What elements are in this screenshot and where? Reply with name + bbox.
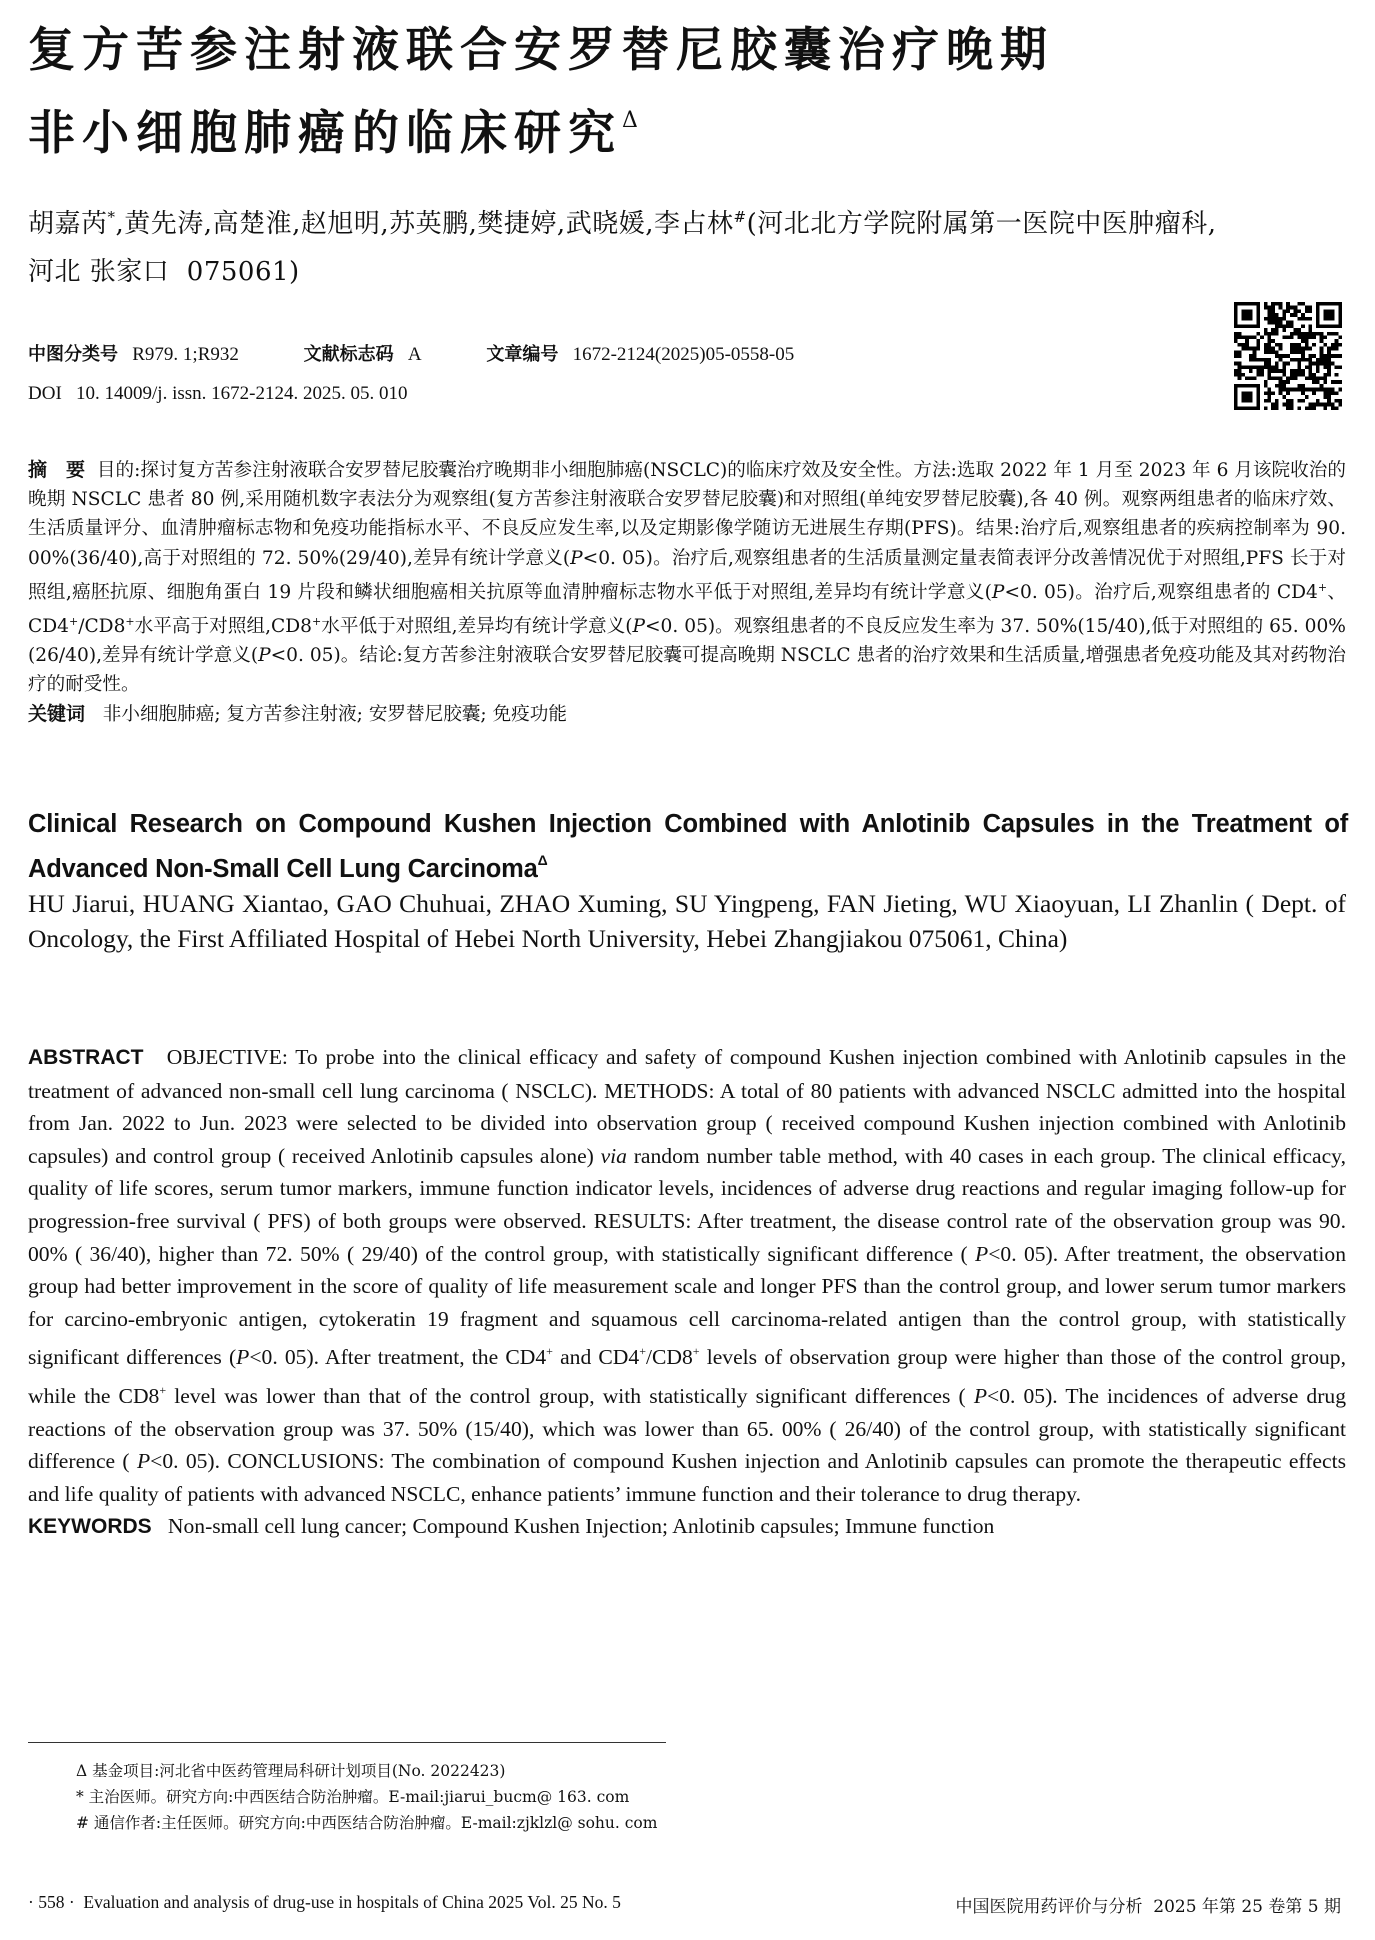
doc-code-label: 文献标志码 <box>303 344 394 365</box>
keywords-cn <box>28 700 1346 729</box>
article-no-label: 文章编号 <box>486 344 559 365</box>
p-symbol: P <box>991 581 1005 603</box>
author-cn: 胡嘉芮 <box>28 209 108 239</box>
abstract-cn-text: <0. 05)。结论:复方苦参注射液联合安罗替尼胶囊可提高晚期 NSCLC 患者的治疗效果和生活质量,增强患者免疫功能及其对药物治疗的耐受性。 <box>28 645 1346 696</box>
abstract-cn-text: /CD8 <box>78 616 126 638</box>
abstract-en-text: OBJECTIVE: To probe into the clinical efficacy and safety of compound Kushen injection combined with Anlotinib capsules in the treatment of advanced non-small cell lung carcinoma ( NSCLC). METHODS: A total of 80 patients with advanced NSCLC admitted into the hospital from Jan. 2022 to Jun. 2023 were selected to be divided into observation group ( received compound Kushen injection combined with Anlotinib capsules) and control group ( received Anlotinib capsules alone) <box>28 1045 1347 1168</box>
abstract-en-text: <0. 05). After treatment, the observation group had better improvement in the score of quality of life measurement scale and longer PFS than the control group, and lower serum tumor markers for carcino-embryonic antigen, cytokeratin 19 fragment and squamous cell carcinoma-related antigen than the control group, with statistically significant differences ( <box>28 1241 1346 1370</box>
authors-cn-line1 <box>28 193 1348 248</box>
abstract-en-text: <0. 05). CONCLUSIONS: The combination of compound Kushen injection and Anlotinib capsules can promote the therapeutic effects and life quality of patients with advanced NSCLC, enhance patients’ immune function and their tolerance to drug therapy. <box>28 1449 1346 1506</box>
author-cn: 苏英鹏 <box>389 209 469 239</box>
keywords-en <box>28 1510 1346 1544</box>
affiliation-cn-line2: 河北 张家口 075061) <box>28 257 300 287</box>
footnote-corresponding-author: # 通信作者:主任医师。研究方向:中西医结合防治肿瘤。E-mail:zjklzl@ sohu. com <box>76 1814 658 1832</box>
page-footer-right: 中国医院用药评价与分析 2025 年第 25 卷第 5 期 <box>955 1897 1341 1917</box>
author-cn: 樊捷婷 <box>477 209 557 239</box>
abstract-cn-label: 摘 要 <box>28 459 86 481</box>
author-mark: # <box>733 208 747 226</box>
author-cn: 武晓媛 <box>565 209 646 239</box>
abstract-cn-text: <0. 05)。治疗后,观察组患者的生活质量测定量表简表评分改善情况优于对照组,PFS 长于对照组,癌胚抗原、细胞角蛋白 19 片段和鳞状细胞癌相关抗原等血清肿瘤标志物水平低于对照组,差异均有统计学意义( <box>28 547 1346 603</box>
doc-code-value: A <box>407 344 422 365</box>
p-symbol: P <box>973 1383 988 1408</box>
separator: , <box>468 209 478 239</box>
footnotes <box>76 1758 657 1836</box>
author-mark: * <box>107 208 116 226</box>
abstract-cn-text: <0. 05)。观察组患者的不良反应发生率为 37. 50%(15/40),低于对照组的 65. 00%(26/40),差异有统计学意义( <box>28 616 1346 667</box>
superscript: + <box>692 1344 700 1359</box>
title-cn-line2-text: 非小细胞肺癌的临床研究 <box>28 106 622 161</box>
separator: , <box>203 209 213 239</box>
italic-via: via <box>600 1143 627 1168</box>
classification-line <box>28 340 794 366</box>
title-en <box>28 806 1348 887</box>
qr-code-icon <box>1232 302 1344 410</box>
author-cn: 赵旭明 <box>300 209 381 239</box>
funding-mark: Δ <box>622 108 638 133</box>
superscript: + <box>311 615 322 629</box>
abstract-en-text: level was lower than that of the control group, with statistically significant differences ( <box>166 1383 974 1408</box>
title-en-text: Clinical Research on Compound Kushen Injection Combined with Anlotinib Capsules in the Treatment of Advanced Non-Small Cell Lung Carcinoma <box>28 810 1348 883</box>
footnote-funding: Δ 基金项目:河北省中医药管理局科研计划项目(No. 2022423) <box>76 1762 506 1780</box>
footnote-divider <box>28 1742 666 1743</box>
qr-finder <box>1323 309 1334 320</box>
keywords-en-text: Non-small cell lung cancer; Compound Kushen Injection; Anlotinib capsules; Immune function <box>167 1514 995 1539</box>
page-footer-left: · 558 · Evaluation and analysis of drug-use in hospitals of China 2025 Vol. 25 No. 5 <box>28 1892 621 1912</box>
abstract-cn-text: 水平低于对照组,差异均有统计学意义( <box>321 616 633 638</box>
separator: , <box>380 209 390 239</box>
superscript: + <box>68 615 79 629</box>
abstract-en-text: <0. 05). After treatment, the CD4 <box>249 1345 547 1370</box>
doi-line <box>28 383 407 405</box>
p-symbol: P <box>570 547 583 569</box>
author-cn: 高楚淮 <box>212 209 293 239</box>
authors-en: HU Jiarui, HUANG Xiantao, GAO Chuhuai, ZHAO Xuming, SU Yingpeng, FAN Jieting, WU Xiaoyuan, LI Zhanlin ( Dept. of Oncology, the First Affiliated Hospital of Hebei North University, Hebei Zhangjiakou 075061, China) <box>28 889 1346 953</box>
funding-mark-en: Δ <box>537 852 548 868</box>
authors-cn <box>28 193 1348 296</box>
separator: , <box>292 209 301 239</box>
doi-label: DOI <box>28 383 62 404</box>
superscript: + <box>1317 580 1328 594</box>
keywords-cn-label: 关键词 <box>28 702 86 725</box>
title-cn-line1: 复方苦参注射液联合安罗替尼胶囊治疗晚期 <box>28 23 1054 78</box>
keywords-en-label: KEYWORDS <box>28 1515 152 1539</box>
author-cn: 黄先涛 <box>124 209 204 239</box>
author-cn: 李占林 <box>653 209 734 239</box>
doi-value: 10. 14009/j. issn. 1672-2124. 2025. 05. 010 <box>76 383 408 404</box>
abstract-en-label: ABSTRACT <box>28 1046 144 1069</box>
p-symbol: P <box>975 1241 989 1266</box>
superscript: + <box>639 1344 646 1359</box>
abstract-cn-text: 目的:探讨复方苦参注射液联合安罗替尼胶囊治疗晚期非小细胞肺癌(NSCLC)的临床疗效及安全性。方法:选取 2022 年 1 月至 2023 年 6 月该院收治的晚期 NSCLC 患者 80 例,采用随机数字表法分为观察组(复方苦参注射液联合安罗替尼胶囊)和对照组(单纯安罗替尼胶囊),各 40 例。观察两组患者的临床疗效、生活质量评分、血清肿瘤标志物和免疫功能指标水平、不良反应发生率,以及定期影像学随访无进展生存期(PFS)。结果:治疗后,观察组患者的疾病控制率为 90. 00%(36/40),高于对照组的 72. 50%(29/40),差异有统计学意义( <box>28 460 1346 569</box>
abstract-en-text: random number table method, with 40 cases in each group. The clinical efficacy, quality of life scores, serum tumor markers, immune function indicator levels, incidences of adverse drug reactions and regular imaging follow-up for progression-free survival ( PFS) of both groups were observed. RESULTS: After treatment, the disease control rate of the observation group was 90. 00% ( 36/40), higher than 72. 50% ( 29/40) of the control group, with statistically significant difference ( <box>28 1143 1346 1266</box>
p-symbol: P <box>136 1449 151 1474</box>
title-cn <box>28 18 1348 167</box>
abstract-en-text: levels of observation group were higher than those of the control group, while the CD8 <box>28 1345 1347 1408</box>
abstract-cn-text: 、CD4 <box>28 581 1346 638</box>
abstract-en <box>28 1041 1346 1544</box>
qr-finder <box>1241 391 1252 402</box>
superscript: + <box>125 615 135 629</box>
author-list-cn <box>28 209 747 239</box>
abstract-cn <box>28 456 1346 729</box>
abstract-cn-text: 水平高于对照组,CD8 <box>134 616 312 638</box>
p-symbol: P <box>236 1345 250 1370</box>
title-cn-line2 <box>28 88 1348 167</box>
qr-finder <box>1241 309 1252 320</box>
abstract-en-text: /CD8 <box>645 1345 693 1370</box>
abstract-en-text: <0. 05). The incidences of adverse drug reactions of the observation group was 37. 50% (15/40), which was lower than 65. 00% ( 26/40) of the control group, with statistically significant difference ( <box>28 1383 1346 1474</box>
p-symbol: P <box>632 616 645 638</box>
separator: , <box>645 209 654 239</box>
separator: , <box>115 209 125 239</box>
p-symbol: P <box>258 645 271 667</box>
clc-value: R979. 1;R932 <box>132 344 239 365</box>
abstract-cn-text: <0. 05)。治疗后,观察组患者的 CD4 <box>1004 581 1318 603</box>
article-no-value: 1672-2124(2025)05-0558-05 <box>572 344 795 365</box>
superscript: + <box>546 1344 553 1359</box>
separator: , <box>556 209 566 239</box>
clc-label: 中图分类号 <box>28 344 118 365</box>
footnote-first-author: * 主治医师。研究方向:中西医结合防治肿瘤。E-mail:jiarui_bucm@ 163. com <box>76 1788 630 1806</box>
superscript: + <box>159 1382 167 1397</box>
abstract-en-text: and CD4 <box>552 1345 640 1370</box>
affiliation-cn-line1: (河北北方学院附属第一医院中医肿瘤科, <box>746 209 1217 239</box>
keywords-cn-text: 非小细胞肺癌; 复方苦参注射液; 安罗替尼胶囊; 免疫功能 <box>102 703 567 725</box>
